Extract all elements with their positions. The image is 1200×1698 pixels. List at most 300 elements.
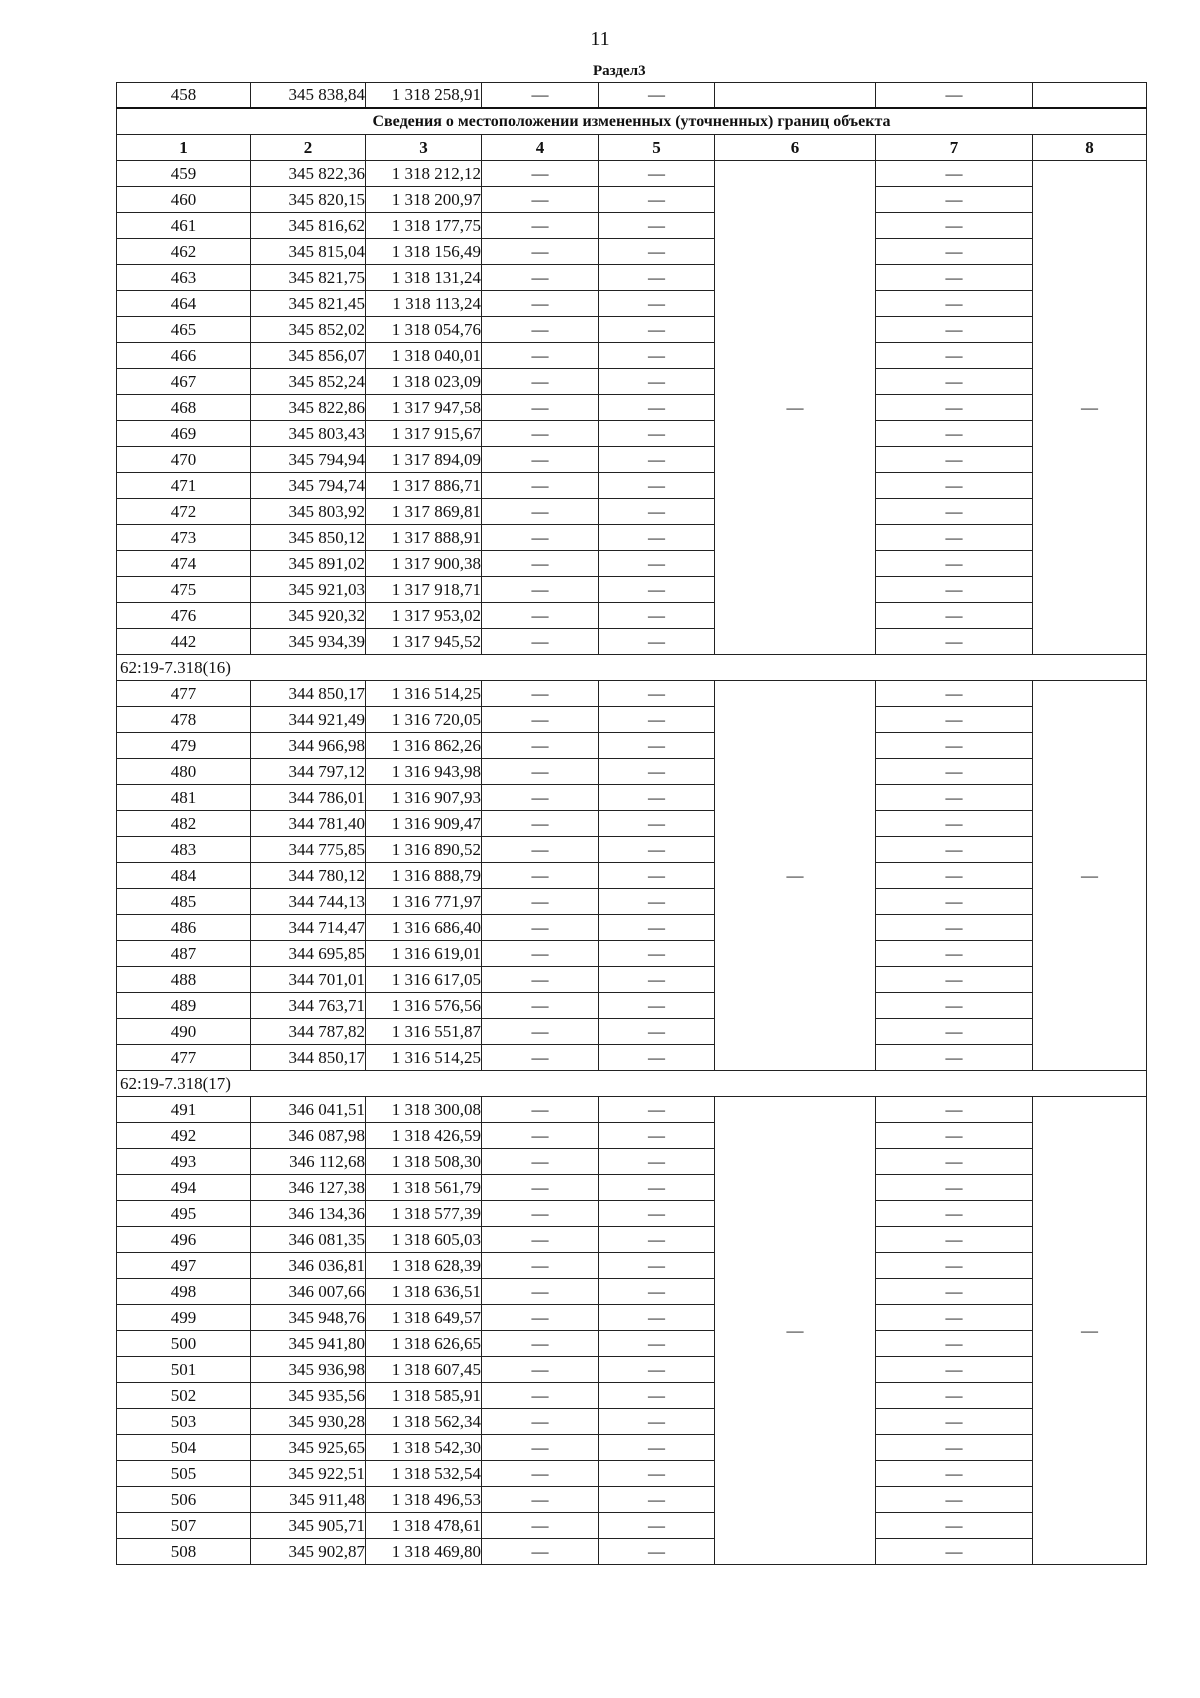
col7-dash: — — [876, 1435, 1033, 1461]
coordinate-y: 1 318 577,39 — [366, 1201, 482, 1227]
column-header: 2 — [251, 135, 366, 161]
col7-dash: — — [876, 577, 1033, 603]
col7-dash: — — [876, 1201, 1033, 1227]
coordinate-x: 344 763,71 — [251, 993, 366, 1019]
table-row — [117, 759, 1147, 785]
table-row — [117, 1513, 1147, 1539]
col5-dash: — — [599, 1539, 715, 1565]
col4-dash: — — [482, 1097, 599, 1123]
col7-dash: — — [876, 551, 1033, 577]
coordinate-x: 346 127,38 — [251, 1175, 366, 1201]
col8-dash: — — [1081, 398, 1098, 417]
col8-dash: — — [1081, 866, 1098, 885]
col5-dash: — — [599, 551, 715, 577]
col5-dash: — — [599, 1175, 715, 1201]
col7-dash: — — [876, 161, 1033, 187]
point-number: 472 — [117, 499, 251, 525]
coordinate-x: 346 134,36 — [251, 1201, 366, 1227]
coordinate-y: 1 318 054,76 — [366, 317, 482, 343]
point-number: 502 — [117, 1383, 251, 1409]
point-number: 482 — [117, 811, 251, 837]
column-header: 6 — [715, 135, 876, 161]
coordinate-y: 1 316 943,98 — [366, 759, 482, 785]
col6-merged — [715, 1097, 876, 1565]
table-row — [117, 1253, 1147, 1279]
col5-dash: — — [599, 1019, 715, 1045]
col4-dash: — — [482, 265, 599, 291]
col4-dash: — — [482, 291, 599, 317]
col7-dash: — — [876, 993, 1033, 1019]
col7-dash: — — [876, 1175, 1033, 1201]
point-number: 461 — [117, 213, 251, 239]
point-number: 479 — [117, 733, 251, 759]
coordinate-x: 345 925,65 — [251, 1435, 366, 1461]
col4-dash: — — [482, 161, 599, 187]
col5-dash: — — [599, 967, 715, 993]
point-number: 484 — [117, 863, 251, 889]
table-row — [117, 1045, 1147, 1071]
col4-dash: — — [482, 421, 599, 447]
col4-dash: — — [482, 83, 599, 109]
coordinate-x: 345 816,62 — [251, 213, 366, 239]
col4-dash: — — [482, 811, 599, 837]
col5-dash: — — [599, 785, 715, 811]
coordinate-y: 1 317 900,38 — [366, 551, 482, 577]
coordinate-x: 344 966,98 — [251, 733, 366, 759]
point-number: 487 — [117, 941, 251, 967]
col7-dash: — — [876, 499, 1033, 525]
col5-dash: — — [599, 993, 715, 1019]
col7-dash: — — [876, 1461, 1033, 1487]
col7-dash: — — [876, 811, 1033, 837]
coordinate-y: 1 317 869,81 — [366, 499, 482, 525]
col4-dash: — — [482, 1461, 599, 1487]
table-row — [117, 395, 1147, 421]
coordinate-y: 1 318 212,12 — [366, 161, 482, 187]
coordinate-x: 344 786,01 — [251, 785, 366, 811]
col5-dash: — — [599, 1409, 715, 1435]
col5-dash: — — [599, 317, 715, 343]
col4-dash: — — [482, 551, 599, 577]
point-number: 475 — [117, 577, 251, 603]
col4-dash: — — [482, 395, 599, 421]
column-header: 7 — [876, 135, 1033, 161]
column-header: 1 — [117, 135, 251, 161]
coordinate-y: 1 316 619,01 — [366, 941, 482, 967]
table-row — [117, 1461, 1147, 1487]
coordinate-x: 344 787,82 — [251, 1019, 366, 1045]
coordinate-y: 1 316 888,79 — [366, 863, 482, 889]
coordinate-x: 345 902,87 — [251, 1539, 366, 1565]
col7-dash: — — [876, 473, 1033, 499]
col5-dash: — — [599, 811, 715, 837]
col7-dash: — — [876, 629, 1033, 655]
point-number: 470 — [117, 447, 251, 473]
coordinate-x: 344 780,12 — [251, 863, 366, 889]
col4-dash: — — [482, 1409, 599, 1435]
point-number: 489 — [117, 993, 251, 1019]
point-number: 492 — [117, 1123, 251, 1149]
col4-dash: — — [482, 707, 599, 733]
col5-dash: — — [599, 733, 715, 759]
col7-dash: — — [876, 1123, 1033, 1149]
point-number: 490 — [117, 1019, 251, 1045]
point-number: 483 — [117, 837, 251, 863]
table-row — [117, 551, 1147, 577]
col8-dash: — — [1081, 1321, 1098, 1340]
point-number: 485 — [117, 889, 251, 915]
coordinate-x: 345 856,07 — [251, 343, 366, 369]
col7-dash: — — [876, 1383, 1033, 1409]
point-number: 473 — [117, 525, 251, 551]
coordinate-y: 1 317 894,09 — [366, 447, 482, 473]
col4-dash: — — [482, 863, 599, 889]
col4-dash: — — [482, 681, 599, 707]
coordinate-y: 1 318 300,08 — [366, 1097, 482, 1123]
col4-dash: — — [482, 915, 599, 941]
col7-dash: — — [876, 265, 1033, 291]
col5-dash: — — [599, 759, 715, 785]
table-row — [117, 291, 1147, 317]
point-number: 480 — [117, 759, 251, 785]
table-row — [117, 837, 1147, 863]
coordinate-x: 345 921,03 — [251, 577, 366, 603]
coordinate-y: 1 318 605,03 — [366, 1227, 482, 1253]
coordinate-y: 1 316 771,97 — [366, 889, 482, 915]
col4-dash: — — [482, 1513, 599, 1539]
table-row — [117, 681, 1147, 707]
table-row — [117, 213, 1147, 239]
coordinate-x: 345 822,86 — [251, 395, 366, 421]
col4-dash: — — [482, 1123, 599, 1149]
coordinate-x: 344 781,40 — [251, 811, 366, 837]
col5-dash: — — [599, 447, 715, 473]
table-row — [117, 915, 1147, 941]
coordinates-table — [116, 82, 1147, 1565]
point-number: 499 — [117, 1305, 251, 1331]
table-row — [117, 707, 1147, 733]
table-row — [117, 811, 1147, 837]
col5-dash: — — [599, 1227, 715, 1253]
table-row — [117, 1305, 1147, 1331]
coordinate-x: 345 905,71 — [251, 1513, 366, 1539]
point-number: 442 — [117, 629, 251, 655]
coordinate-x: 345 815,04 — [251, 239, 366, 265]
col4-dash: — — [482, 187, 599, 213]
col5-dash: — — [599, 1487, 715, 1513]
col4-dash: — — [482, 1019, 599, 1045]
table-row — [117, 1279, 1147, 1305]
coordinate-y: 1 318 258,91 — [366, 83, 482, 109]
col7-dash: — — [876, 447, 1033, 473]
col4-dash: — — [482, 447, 599, 473]
point-number: 504 — [117, 1435, 251, 1461]
col4-dash: — — [482, 1487, 599, 1513]
col7-dash: — — [876, 1357, 1033, 1383]
group-label: 62:19-7.318(16) — [117, 655, 1147, 681]
point-number: 498 — [117, 1279, 251, 1305]
col4-dash: — — [482, 473, 599, 499]
coordinate-y: 1 317 945,52 — [366, 629, 482, 655]
point-number: 488 — [117, 967, 251, 993]
col7-dash: — — [876, 707, 1033, 733]
col5-dash: — — [599, 291, 715, 317]
col4-dash: — — [482, 837, 599, 863]
coordinate-x: 346 112,68 — [251, 1149, 366, 1175]
coordinate-x: 345 935,56 — [251, 1383, 366, 1409]
point-number: 474 — [117, 551, 251, 577]
col5-dash: — — [599, 577, 715, 603]
col6-merged — [715, 681, 876, 1071]
coordinate-y: 1 316 720,05 — [366, 707, 482, 733]
table-row — [117, 1487, 1147, 1513]
point-number: 491 — [117, 1097, 251, 1123]
table-row — [117, 447, 1147, 473]
table-row — [117, 785, 1147, 811]
col4-dash: — — [482, 1435, 599, 1461]
coordinate-y: 1 318 156,49 — [366, 239, 482, 265]
coordinate-x: 345 941,80 — [251, 1331, 366, 1357]
col7-dash: — — [876, 1279, 1033, 1305]
col5-dash: — — [599, 941, 715, 967]
col4-dash: — — [482, 1305, 599, 1331]
point-number: 486 — [117, 915, 251, 941]
col5-dash: — — [599, 1045, 715, 1071]
coordinate-y: 1 318 561,79 — [366, 1175, 482, 1201]
col7-dash: — — [876, 759, 1033, 785]
coordinate-y: 1 318 040,01 — [366, 343, 482, 369]
col7-dash: — — [876, 1331, 1033, 1357]
coordinate-y: 1 318 478,61 — [366, 1513, 482, 1539]
coordinate-x: 345 930,28 — [251, 1409, 366, 1435]
col7-dash: — — [876, 603, 1033, 629]
coordinate-x: 345 936,98 — [251, 1357, 366, 1383]
col5-dash: — — [599, 603, 715, 629]
table-row — [117, 265, 1147, 291]
col5-dash: — — [599, 1357, 715, 1383]
col5-dash: — — [599, 1279, 715, 1305]
coordinate-y: 1 318 532,54 — [366, 1461, 482, 1487]
col7-dash: — — [876, 1227, 1033, 1253]
coordinate-x: 344 850,17 — [251, 681, 366, 707]
table-row — [117, 343, 1147, 369]
col4-dash: — — [482, 499, 599, 525]
col7-dash: — — [876, 1253, 1033, 1279]
coordinate-y: 1 316 686,40 — [366, 915, 482, 941]
coordinate-y: 1 318 562,34 — [366, 1409, 482, 1435]
col5-dash: — — [599, 629, 715, 655]
col7-dash: — — [876, 1045, 1033, 1071]
coordinate-y: 1 318 131,24 — [366, 265, 482, 291]
point-number: 503 — [117, 1409, 251, 1435]
coordinate-x: 345 891,02 — [251, 551, 366, 577]
col4-dash: — — [482, 1331, 599, 1357]
col5-dash: — — [599, 187, 715, 213]
coordinate-y: 1 317 953,02 — [366, 603, 482, 629]
coordinate-x: 345 794,94 — [251, 447, 366, 473]
point-number: 505 — [117, 1461, 251, 1487]
table-row — [117, 1227, 1147, 1253]
col4-dash: — — [482, 629, 599, 655]
col7-dash: — — [876, 291, 1033, 317]
table-row — [117, 941, 1147, 967]
coordinate-y: 1 316 514,25 — [366, 681, 482, 707]
point-number: 465 — [117, 317, 251, 343]
coordinate-y: 1 316 576,56 — [366, 993, 482, 1019]
coordinate-y: 1 316 890,52 — [366, 837, 482, 863]
point-number: 468 — [117, 395, 251, 421]
coordinate-y: 1 317 918,71 — [366, 577, 482, 603]
coordinate-y: 1 318 496,53 — [366, 1487, 482, 1513]
coordinate-y: 1 316 907,93 — [366, 785, 482, 811]
column-header-row — [117, 135, 1147, 161]
col7-dash: — — [876, 525, 1033, 551]
col8-merged — [1033, 681, 1147, 1071]
col7-dash: — — [876, 941, 1033, 967]
coordinate-x: 345 852,24 — [251, 369, 366, 395]
col5-dash: — — [599, 1253, 715, 1279]
col4-dash: — — [482, 603, 599, 629]
col7-dash: — — [876, 1513, 1033, 1539]
table-row — [117, 1383, 1147, 1409]
coordinate-y: 1 318 542,30 — [366, 1435, 482, 1461]
table-row — [117, 1201, 1147, 1227]
table-row — [117, 1357, 1147, 1383]
coordinate-y: 1 316 862,26 — [366, 733, 482, 759]
section-title: Сведения о местоположении измененных (уточненных) границ объекта — [117, 108, 1147, 135]
coordinate-x: 345 934,39 — [251, 629, 366, 655]
point-number: 494 — [117, 1175, 251, 1201]
col5-dash: — — [599, 1201, 715, 1227]
group-header-row — [117, 655, 1147, 681]
point-number: 459 — [117, 161, 251, 187]
col5-dash: — — [599, 915, 715, 941]
col5-dash: — — [599, 421, 715, 447]
col4-dash: — — [482, 369, 599, 395]
point-number: 477 — [117, 1045, 251, 1071]
coordinate-x: 345 820,15 — [251, 187, 366, 213]
coordinate-y: 1 316 909,47 — [366, 811, 482, 837]
col6-dash: — — [786, 1321, 804, 1340]
coordinate-y: 1 318 636,51 — [366, 1279, 482, 1305]
coordinate-y: 1 318 607,45 — [366, 1357, 482, 1383]
table-row — [117, 187, 1147, 213]
col7-dash: — — [876, 1305, 1033, 1331]
col7-dash: — — [876, 681, 1033, 707]
col5-dash: — — [599, 837, 715, 863]
col5-dash: — — [599, 369, 715, 395]
col4-dash: — — [482, 1227, 599, 1253]
table-row — [117, 863, 1147, 889]
coordinate-y: 1 317 886,71 — [366, 473, 482, 499]
col5-dash: — — [599, 1461, 715, 1487]
coordinate-y: 1 318 023,09 — [366, 369, 482, 395]
col4-dash: — — [482, 1149, 599, 1175]
coordinate-x: 345 920,32 — [251, 603, 366, 629]
table-row — [117, 733, 1147, 759]
col5-dash: — — [599, 161, 715, 187]
coordinate-y: 1 318 626,65 — [366, 1331, 482, 1357]
point-number: 496 — [117, 1227, 251, 1253]
col7-dash: — — [876, 889, 1033, 915]
col5-dash: — — [599, 525, 715, 551]
col4-dash: — — [482, 785, 599, 811]
section-title-row — [117, 108, 1147, 135]
table-row — [117, 317, 1147, 343]
coordinate-y: 1 318 628,39 — [366, 1253, 482, 1279]
col7-dash: — — [876, 967, 1033, 993]
point-number: 469 — [117, 421, 251, 447]
page-number: 11 — [590, 28, 610, 50]
col4-dash: — — [482, 1045, 599, 1071]
coordinate-x: 345 803,43 — [251, 421, 366, 447]
col7-dash: — — [876, 1149, 1033, 1175]
table-row — [117, 1435, 1147, 1461]
col5-dash: — — [599, 83, 715, 109]
point-number: 497 — [117, 1253, 251, 1279]
coordinate-x: 344 744,13 — [251, 889, 366, 915]
col7-dash: — — [876, 1409, 1033, 1435]
table-row — [117, 603, 1147, 629]
table-row — [117, 1149, 1147, 1175]
col4-dash: — — [482, 993, 599, 1019]
col5-dash: — — [599, 1305, 715, 1331]
col7-dash: — — [876, 421, 1033, 447]
coordinate-x: 344 850,17 — [251, 1045, 366, 1071]
col5-dash: — — [599, 265, 715, 291]
coordinate-y: 1 317 888,91 — [366, 525, 482, 551]
col4-dash: — — [482, 967, 599, 993]
coordinate-y: 1 318 200,97 — [366, 187, 482, 213]
col4-dash: — — [482, 317, 599, 343]
point-number: 464 — [117, 291, 251, 317]
point-number: 477 — [117, 681, 251, 707]
col7-dash: — — [876, 317, 1033, 343]
col4-dash: — — [482, 1539, 599, 1565]
table-row — [117, 161, 1147, 187]
col4-dash: — — [482, 213, 599, 239]
point-number: 478 — [117, 707, 251, 733]
coordinate-y: 1 318 113,24 — [366, 291, 482, 317]
col6-dash: — — [786, 398, 804, 417]
table-row — [117, 889, 1147, 915]
col8-merged — [1033, 1097, 1147, 1565]
table-row — [117, 473, 1147, 499]
carryover-row — [117, 83, 1147, 109]
table-row — [117, 499, 1147, 525]
col7-dash: — — [876, 863, 1033, 889]
coordinate-y: 1 318 585,91 — [366, 1383, 482, 1409]
coordinate-x: 345 821,75 — [251, 265, 366, 291]
coordinate-x: 346 041,51 — [251, 1097, 366, 1123]
coordinate-x: 345 911,48 — [251, 1487, 366, 1513]
coordinate-x: 346 036,81 — [251, 1253, 366, 1279]
point-number: 466 — [117, 343, 251, 369]
col7-dash: — — [876, 915, 1033, 941]
table-row — [117, 1097, 1147, 1123]
coordinate-y: 1 318 426,59 — [366, 1123, 482, 1149]
coordinate-x: 346 081,35 — [251, 1227, 366, 1253]
col5-dash: — — [599, 1149, 715, 1175]
point-number: 467 — [117, 369, 251, 395]
point-number: 495 — [117, 1201, 251, 1227]
coordinate-y: 1 317 947,58 — [366, 395, 482, 421]
table-row — [117, 1409, 1147, 1435]
point-number: 476 — [117, 603, 251, 629]
table-row — [117, 421, 1147, 447]
point-number: 471 — [117, 473, 251, 499]
coordinate-x: 346 087,98 — [251, 1123, 366, 1149]
